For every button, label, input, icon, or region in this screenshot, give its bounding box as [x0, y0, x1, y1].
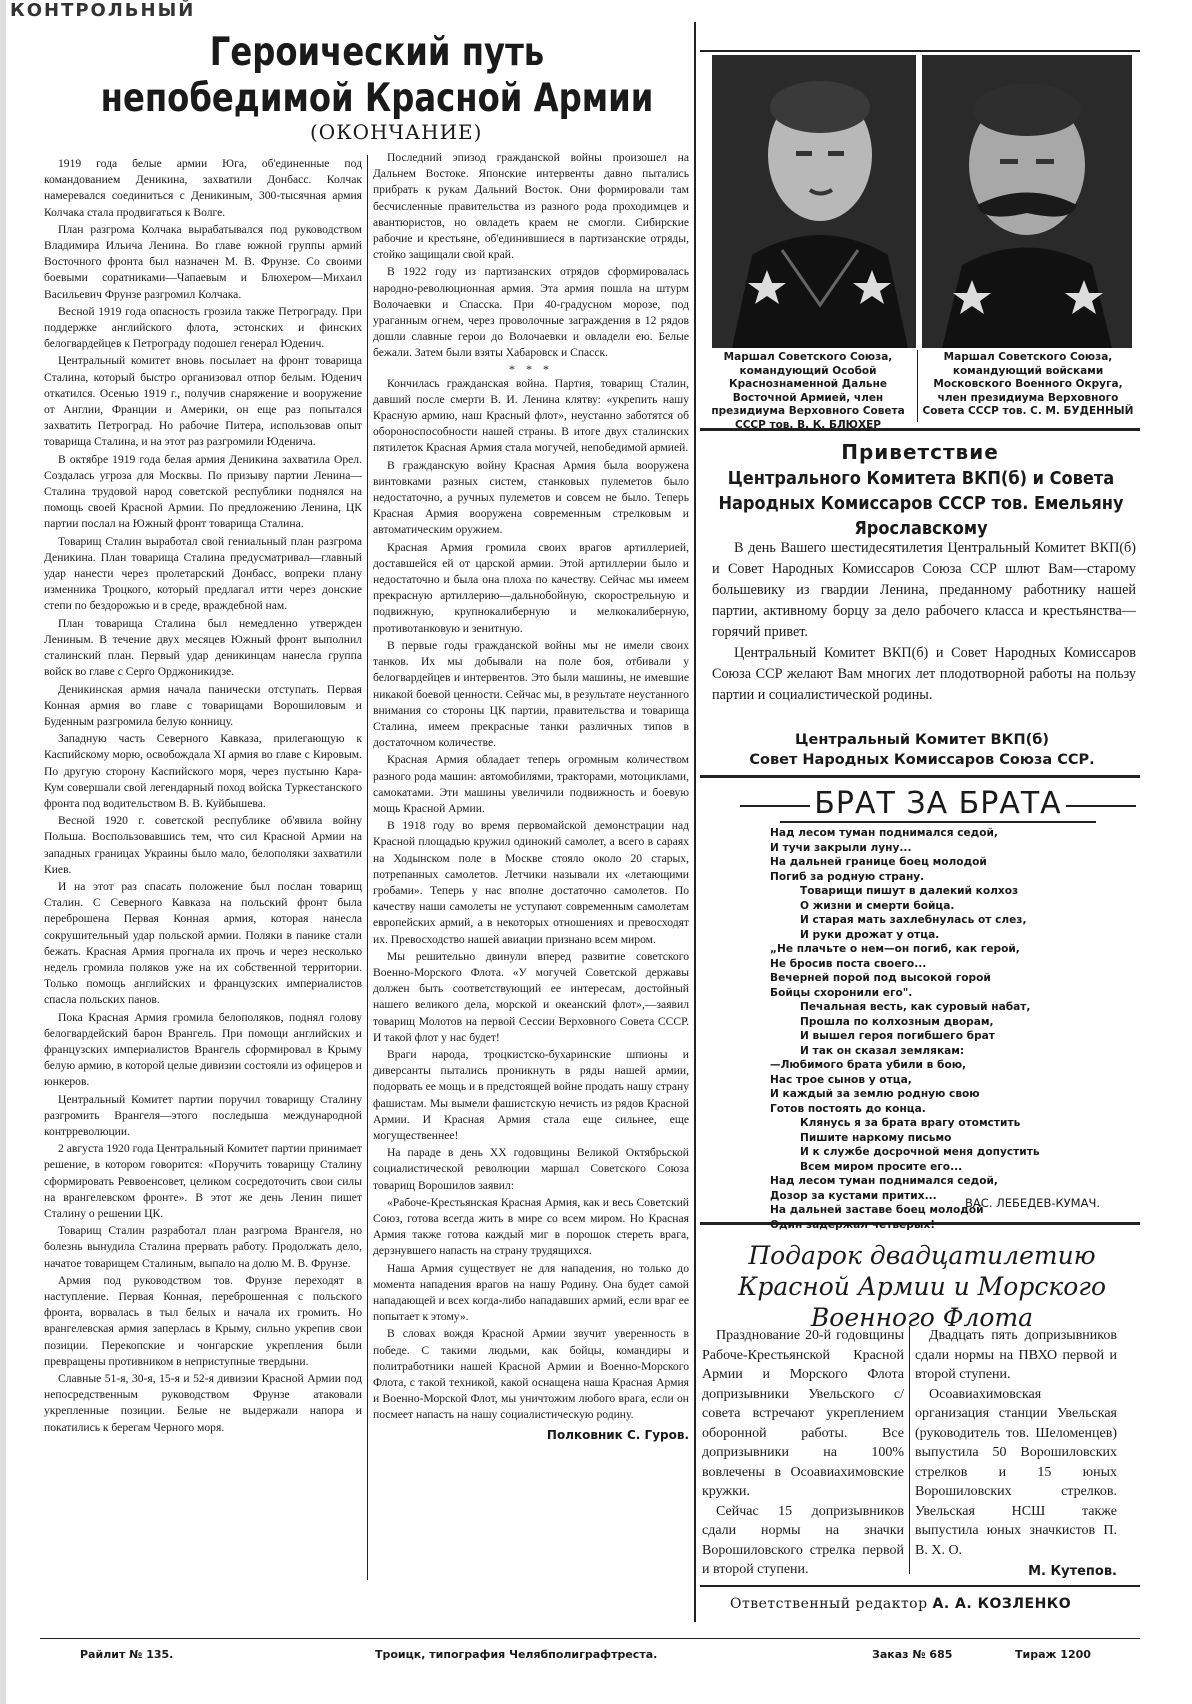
article-paragraph: Враги народа, троцкистско-бухаринские шпионы и диверсанты пытались проникнуть в ряды нашей армии, подорвать ее мощь и в предстоящей войне продать нашу страну фашистам. Мы вымели фашистскую нечисть из рядов Красной Армии. И Красная Армия стала еще сильнее, еще могущественнее! [373, 1047, 689, 1142]
article-paragraph: В 1918 году во время первомайской демонстрации над Красной площадью кружил одинокий самолет, а всего в сараях на Ходынском поле в Москве стояло около 20 старых, потрепанных самолетов. Летчики называли их «летающими гробами». Теперь у нас вполне достаточно самолетов. По качеству наши самолеты не уступают современным самолетам европейских армий, а в некоторых отношениях и превосходят их. Превосходство нашей авиации признано всем миром. [373, 819, 689, 946]
gift-title: Подарок двадцатилетию Красной Армии и Морского Военного Флота [737, 1241, 1106, 1332]
poem-title-underline [780, 821, 1096, 823]
greeting-signatures [712, 730, 1132, 770]
editor-line [730, 1596, 1140, 1612]
article-signature: Полковник С. Гуров. [546, 1427, 689, 1442]
portrait-photo-blyukher [712, 55, 916, 348]
footer-order: Заказ № 685 [872, 1648, 953, 1661]
photo-frame-top [700, 50, 1140, 52]
gift-divider [909, 1326, 910, 1574]
poem-line: И каждый за землю родную свою [770, 1088, 980, 1100]
article-column-1 [44, 156, 362, 1626]
poem-line: И вышел героя погибшего брат [800, 1030, 995, 1042]
greeting-title: Центрального Комитета ВКП(б) и Совета Народных Комиссаров СССР тов. Емельяну Ярославскому [718, 468, 1124, 539]
article-title: Героический путь непобедимой Красной Армии [100, 30, 654, 121]
article-paragraph: Армия под руководством тов. Фрунзе переходят в наступление. Первая Конная, переброшенная с польского фронта, ворвалась в тыл белых и начала их громить. Но врангелевская армия заперлась в Крыму, сильно укрепив свои позиции. Перекопские и чонгарские укрепления были превращены противником в неприступные твердыни. [44, 1273, 362, 1368]
poem-line: И к службе досрочной меня допустить [800, 1146, 1040, 1158]
gift-bottom-rule [700, 1585, 1140, 1587]
footer-railit: Райлит № 135. [80, 1648, 174, 1661]
greeting-sign-ck: Центральный Комитет ВКП(б) [795, 732, 1049, 748]
caption-divider [917, 350, 918, 422]
editor-label: Ответственный редактор [730, 1596, 928, 1612]
editor-name: А. А. КОЗЛЕНКО [932, 1596, 1072, 1612]
poem-line: Пишите наркому письмо [800, 1131, 952, 1144]
greeting-sign-snk: Совет Народных Комиссаров Союза ССР. [749, 752, 1095, 768]
greeting-heading: Приветствие [841, 440, 999, 464]
article-paragraph: Славные 51-я, 30-я, 15-я и 52-я дивизии Красной Армии под непосредственным руководством Фрунзе атаковали укрепленные позиции. Белые не выдержали напора и покатились к берегам Черного моря. [44, 1372, 362, 1434]
poem-line: Над лесом туман поднимался седой, [770, 827, 998, 839]
footer-circulation: Тираж 1200 [1015, 1648, 1091, 1661]
gift-paragraph: Сейчас 15 допризывников сдали нормы на значки Ворошиловского стрелка первой и второй ступени. [702, 1503, 904, 1577]
greeting-paragraph: В день Вашего шестидесятилетия Центральный Комитет ВКП(б) и Совет Народных Комиссаров Союза ССР шлют Вам—старому большевику из гвардии Ленина, преданному работнику нашей партии, активному борцу за дело рабочего класса и крестьянства—горячий привет. [712, 540, 1136, 640]
article-paragraph: В первые годы гражданской войны мы не имели своих танков. Их мы добывали на поле боя, отбивали у белогвардейцев и интервентов. Это были машины, не имевшие никакой боевой ценности. Сейчас мы, в результате неустанного внимания со стороны ЦК партии, правительства и товарища Сталина, имеем прекрасные танки различных типов в достаточном количестве. [373, 638, 689, 750]
article-paragraph: План разгрома Колчака вырабатывался под руководством Владимира Ильича Ленина. Во главе южной группы армий Восточного фронта был назначен М. В. Фрунзе. Со своими боевыми соратниками—Чапаевым и Блюхером—Михаил Васильевич Фрунзе разгромил Колчака. [44, 222, 362, 301]
portrait-image [712, 55, 916, 348]
article-paragraph: Центральный Комитет партии поручил товарищу Сталину разгромить Врангеля—этого последыша международной контрреволюции. [44, 1092, 362, 1138]
poem-line: И тучи закрыли луну... [770, 841, 912, 854]
poem-line: Клянусь я за брата врагу отомстить [800, 1117, 1021, 1129]
article-paragraph: В гражданскую войну Красная Армия была вооружена винтовками разных систем, станковых пулеметов было недостаточно, а ручных пулеметов и совсем не было. Теперь Красная Армия вооружена современным стрелковым и автоматическим оружием. [373, 458, 689, 537]
article-subtitle: (ОКОНЧАНИЕ) [310, 120, 483, 144]
gift-column-left [702, 1326, 904, 1580]
article-paragraph: Кончилась гражданская война. Партия, товарищ Сталин, давший после смерти В. И. Ленина клятву: «укрепить нашу Красную армию, наш Красный флот», неустанно заботятся об обороноспособности нашей страны. В итоге двух сталинских пятилеток Красная Армия стала могучей, непобедимой армией. [373, 376, 689, 455]
article-paragraph: 1919 года белые армии Юга, об'единенные под командованием Деникина, захватили Донбасс. Колчак намеревался соединиться с Деникиным, 300-тысячная армия Колчака стала продвигаться к Волге. [44, 157, 362, 219]
article-paragraph: В октябре 1919 года белая армия Деникина захватила Орел. Создалась угроза для Москвы. По призыву партии Ленина—Сталина трудовой народ советской республики поднялся на помощь своей Красной Армии. По предложению Ленина, ЦК партии послал на Южный фронт товарища Сталина. [44, 452, 362, 531]
poem-line: Печальная весть, как суровый набат, [800, 1001, 1031, 1013]
article-paragraph: Весной 1920 г. советской республике об'явила войну Польша. Воспользовавшись тем, что сил Красной Армии на западных границах Украины было мало, белополяки захватили Киев. [44, 814, 362, 876]
poem-line: Готов постоять до конца. [770, 1102, 926, 1115]
poem-line: Вечерней порой под высокой горой [770, 972, 991, 984]
article-paragraph: На параде в день XX годовщины Великой Октябрьской социалистической революции маршал Советского Союза товарищ Ворошилов заявил: [373, 1146, 689, 1192]
article-paragraph: Деникинская армия начала панически отступать. Первая Конная армия во главе с товарищами Ворошиловым и Буденным разгромила белую конницу. [44, 682, 362, 728]
poem-line: На дальней границе боец молодой [770, 856, 987, 868]
poem-line: Один задержал четверых! [770, 1218, 936, 1231]
poem-author: ВАС. ЛЕБЕДЕВ-КУМАЧ. [965, 1196, 1100, 1210]
footer-rule [40, 1638, 1140, 1639]
gift-author: М. Кутепов. [1028, 1564, 1117, 1579]
poem-heading-box [740, 787, 1136, 823]
poem-line: Дозор за кустами притих... [770, 1189, 937, 1202]
article-paragraph: Красная Армия громила своих врагов артиллерией, доставшейся ей от царской армии. Этой артиллерии было и недостаточно и была она плоха по качеству. Сейчас мы имеем прекрасную артиллерию—дальнобойную, скорострельную и подвижную, крупнокалиберную и мелкокалиберную, противотанковую и зенитную. [373, 540, 689, 635]
article-paragraph: Наша Армия существует не для нападения, но только до момента нападения врагов на нашу Родину. Она будет самой нападающей и всех когда-либо нападавших армий, если враг ее попытает к этому». [373, 1261, 689, 1324]
section-stars: * * * [509, 361, 553, 376]
article-paragraph: Пока Красная Армия громила белополяков, поднял голову белогвардейский барон Врангель. При помощи английских и французских империалистов Врангель сформировал в Крыму белую армию, в которой целые дивизии состояли из офицеров и юнкеров. [44, 1010, 362, 1089]
poem-body [770, 826, 1090, 1232]
poem-line: Не бросив поста своего... [770, 957, 927, 970]
poem-line: Погиб за родную страну. [770, 870, 925, 883]
article-paragraph: 2 августа 1920 года Центральный Комитет партии принимает решение, в котором говорится: «Поручить товарищу Сталину сформировать Реввоенсовет, целиком сосредоточить свои силы на врангелевском фронте». В этот же день Ленин пишет Сталину о решении ЦК. [44, 1142, 362, 1220]
cropped-masthead-fragment: КОНТРОЛЬНЫЙ [10, 0, 196, 21]
article-paragraph: В словах вождя Красной Армии звучит уверенность в победе. С такими людьми, как бойцы, командиры и политработники нашей Красной Армии и Военно-Морского Флота, с такой техникой, какой оснащена наша Красная Армия и Военно-Морской Флот, мы уничтожим любого врага, если он посмеет напасть на нашу социалистическую родину. [373, 1327, 689, 1422]
gift-paragraph: Осоавиахимовская организация станции Увельская (руководитель тов. Шеломенцев) выпустила 50 Ворошиловских стрелков и 15 юных Ворошиловских стрелков. Увельская НСШ также выпустила юных значкистов П. В. Х. О. [915, 1386, 1117, 1558]
portrait-image [922, 55, 1132, 348]
poem-line: И старая мать захлебнулась от слез, [800, 914, 1027, 926]
poem-line: О жизни и смерти бойца. [800, 899, 955, 912]
article-paragraph: «Рабоче-Крестьянская Красная Армия, как и весь Советский Союз, готова всегда жить в мире со всем миром. Но Красная Армия также готова каждый миг в порошок стереть врага, дерзнувшего напасть на страну трудящихся. [373, 1195, 689, 1258]
article-paragraph: Центральный комитет вновь посылает на фронт товарища Сталина, который быстро организовал отпор белым. Юденич откатился. Осенью 1919 г., получив снаряжение и вооружение от Англии, Франции и Америки, он еще раз попытался захватить Петроград. Но рабочие Питера, использовав опыт товарища Сталина, и на этот раз разгромили Юденича. [44, 354, 362, 449]
greeting-paragraph: Центральный Комитет ВКП(б) и Совет Народных Комиссаров Союза ССР желают Вам многих лет плодотворной работы на пользу партии и социалистической родины. [712, 645, 1136, 703]
poem-line: На дальней заставе боец молодой [770, 1204, 984, 1216]
article-paragraph: Весной 1919 года опасность грозила также Петрограду. При поддержке английского флота, эстонских и финских белогвардейцев к Петрограду подошел генерал Юденич. [44, 304, 362, 351]
article-paragraph: Красная Армия обладает теперь огромным количеством разного рода машин: автомобилями, тракторами, мотоциклами, самокатами. Эти машины увеличили подвижность и боевую мощь Красной Армии. [373, 753, 689, 815]
greeting-body [712, 538, 1136, 706]
photo-caption-budyonny: Маршал Советского Союза, командующий войсками Московского Военного Округа, член президиума Верховного Совета СССР тов. С. М. БУДЕННЫЙ [922, 351, 1134, 417]
poem-title: БРАТ ЗА БРАТА [814, 786, 1062, 821]
gift-paragraph: Празднование 20-й годовщины Рабоче-Крестьянской Красной Армии и Морского Флота допризывники Увельского с/совета встречают укреплением оборонной работы. Все допризывники на 100% вовлечены в Осоавиахимовские кружки. [702, 1328, 904, 1499]
article-paragraph: В 1922 году из партизанских отрядов сформировалась народно-революционная армия. Эта армия пошла на штурм Волочаевки и Спасска. При 40-градусном морозе, под ураганным огнем, через проволочные заграждения в 12 рядов дошли славные герои до Волочаевки и овладели ею. Белые бежали. Затем были взяты Хабаровск и Спасск. [373, 265, 689, 360]
poem-line: „Не плачьте о нем—он погиб, как герой, [770, 943, 1020, 955]
gift-paragraph: Двадцать пять допризывников сдали нормы на ПВХО первой и второй ступени. [915, 1328, 1117, 1382]
poem-line: И так он сказал землякам: [800, 1044, 965, 1057]
poem-line: —Любимого брата убили в бою, [770, 1059, 967, 1071]
article-paragraph: И на этот раз спасать положение был послан товарищ Сталин. С Северного Кавказа на польский фронт была переброшена Первая Конная армия, которая нанесла сокрушительный удар польской армии. Поляки в панике стали бежать. Красная Армия прогнала их прочь и через несколько недель громила поляков уже на их собственной территории. Только помощь английских и французских империалистов спасла польских панов. [44, 879, 362, 1007]
poem-line: Над лесом туман поднимался седой, [770, 1175, 998, 1187]
article-paragraph: Мы решительно двинули вперед развитие советского Военно-Морского Флота. «У могучей Советской державы должен быть соответствующий ее интересам, достойный нашего великого дела, морской и океанский флот»,—заявил товарищ Молотов на первой Сессии Верховного Совета СССР. И такой флот у нас будет! [373, 949, 689, 1044]
poem-line: Прошла по колхозным дворам, [800, 1015, 994, 1028]
greeting-bottom-rule [700, 775, 1140, 778]
article-paragraph: Товарищ Сталин выработал свой гениальный план разгрома Деникина. План товарища Сталина предусматривал—главный удар нанести через пролетарский Донбасс, вопреки плану изменника Троцкого, который предлагал итти через донские степи по бездорожью и в среде, враждебной нам. [44, 534, 362, 613]
poem-line: Нас трое сынов у отца, [770, 1073, 912, 1086]
poem-line: И руки дрожат у отца. [800, 928, 940, 941]
poem-line: Всем миром просите его... [800, 1160, 963, 1173]
photo-caption-blyukher: Маршал Советского Союза, командующий Особой Краснознаменной Дальне Восточной Армией, член президиума Верховного Совета СССР тов. В. К. БЛЮХЕР [711, 351, 905, 431]
footer-printer: Троицк, типография Челябполиграфтреста. [375, 1648, 658, 1661]
article-paragraph: Последний эпизод гражданской войны произошел на Дальнем Востоке. Японские интервенты давно пытались прибрать к рукам Дальний Восток. Они формировали там бесчисленные правительства из разного рода проходимцев и авантюристов, но овладеть краем не смогли. Сибирские рабочие и крестьяне, об'единившиеся в партизанские отряды, стойко защищали свой край. [373, 151, 689, 262]
column-divider [367, 155, 368, 1580]
article-paragraph: План товарища Сталина был немедленно утвержден Лениным. В течение двух месяцев Южный фронт выполнил сталинский план. Первый удар деникинцам нанесла группа войск во главе с Серго Орджоникидзе. [44, 616, 362, 679]
poem-line: Товарищи пишут в далекий колхоз [800, 885, 1019, 897]
article-column-2 [373, 150, 689, 1625]
portrait-photo-budyonny [922, 55, 1132, 348]
gift-column-right [915, 1326, 1117, 1579]
poem-line: Бойцы схоронили его". [770, 986, 913, 999]
scan-edge [0, 0, 6, 1704]
article-paragraph: Западную часть Северного Кавказа, прилегающую к Каспийскому морю, освобождала XI армия во главе с Кировым. По другую сторону Каспийского моря, через пустыню Кара-Кум совершали свой легендарный поход войска Туркестанского фронта под водительством В. В. Куйбышева. [44, 732, 362, 810]
page-divider [694, 22, 696, 1622]
article-paragraph: Товарищ Сталин разработал план разгрома Врангеля, но болезнь вынудила Сталина прервать работу. Продолжать дело, начатое товарищем Сталиным, выпало на долю М. В. Фрунзе. [44, 1224, 362, 1270]
